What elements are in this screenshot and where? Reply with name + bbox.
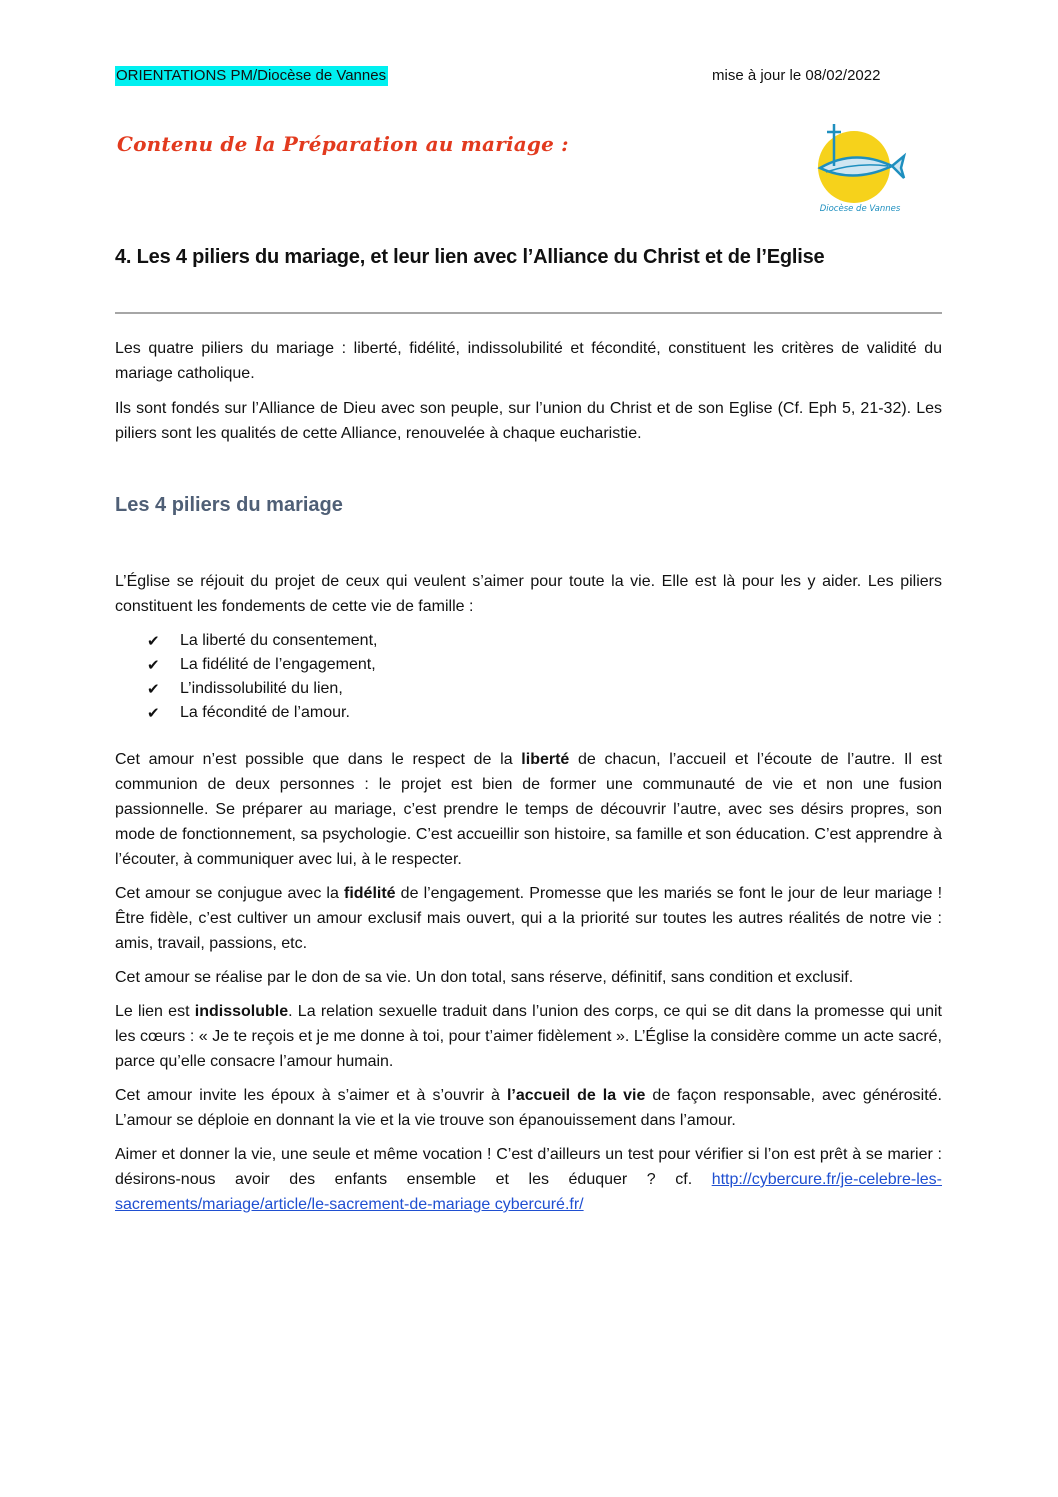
checkmark-icon: ✔ (147, 656, 160, 674)
text-run: de chacun, l’accueil et l’écoute de l’autre. Il est communion de deux personnes : le projet est bien de former une communauté de vie et non une fusion passionnelle. Se préparer au mariage, c’est prendre le temps de découvrir l’autre, avec ses désirs propres, son mode de fonctionnement, sa psychologie. C’est accueillir son histoire, sa famille et son éducation. C’est apprendre à l’écouter, à communiquer avec lui, à le respecter. (115, 751, 942, 868)
paragraph-accueil (115, 1083, 942, 1133)
intro-paragraph-2: Ils sont fondés sur l’Alliance de Dieu avec son peuple, sur l’union du Christ et de son Eglise (Cf. Eph 5, 21-32). Les piliers sont les qualités de cette Alliance, renouvelée à chaque eucharistie. (115, 400, 942, 442)
text-run: . La relation sexuelle traduit dans l’union des corps, ce qui se dit dans la promesse qui unit les cœurs : « Je te reçois et je me donne à toi, pour t’aimer fidèlement ». L’Église la considère comme un acte sacré, parce qu’elle consacre l’amour humain. (115, 1003, 943, 1070)
intro-paragraph-1: Les quatre piliers du mariage : liberté, fidélité, indissolubilité et fécondité, constituent les critères de validité du mariage catholique. (115, 340, 942, 382)
checkmark-icon: ✔ (147, 704, 160, 722)
emphasis-accueil: l’accueil de la vie (506, 1087, 646, 1104)
diocese-logo (808, 120, 912, 216)
text-run: Cet amour n’est possible que dans le respect de la (115, 751, 522, 768)
cybercure-link[interactable]: http://cybercure.fr/je-celebre-les-sacrements/mariage/article/le-sacrement-de-mariage cybercuré.fr/ (115, 1171, 942, 1213)
logo-caption: Diocèse de Vannes (819, 204, 901, 214)
checkmark-icon: ✔ (147, 632, 160, 650)
pillar-label: La fécondité de l’amour. (180, 704, 350, 721)
header-left-label: ORIENTATIONS PM/Diocèse de Vannes (116, 67, 387, 84)
lead-paragraph: L’Église se réjouit du projet de ceux qui veulent s’aimer pour toute la vie. Elle est là pour les y aider. Les piliers constituent les fondements de cette vie de famille : (115, 573, 942, 615)
paragraph-fidelite (115, 881, 942, 956)
header-update-date: mise à jour le 08/02/2022 (712, 67, 881, 84)
section-title: 4. Les 4 piliers du mariage, et leur lien avec l’Alliance du Christ et de l’Eglise (115, 246, 825, 268)
diocese-logo-icon (808, 120, 912, 216)
emphasis-fidelite: fidélité (344, 885, 396, 902)
document-body (115, 336, 942, 1226)
paragraph-liberte (115, 747, 942, 872)
checkmark-icon: ✔ (147, 680, 160, 698)
pillar-label: La liberté du consentement, (180, 632, 378, 649)
emphasis-indissoluble: indissoluble (194, 1003, 289, 1020)
list-item (147, 701, 942, 725)
text-run: de façon responsable, avec générosité. L’amour se déploie en donnant la vie et la vie trouve son épanouissement dans l’amour. (115, 1087, 942, 1129)
subheading-pillars: Les 4 piliers du mariage (115, 494, 343, 516)
text-run: Le lien est (115, 1003, 195, 1020)
paragraph-don: Cet amour se réalise par le don de sa vie. Un don total, sans réserve, définitif, sans condition et exclusif. (115, 969, 854, 986)
pillar-label: L’indissolubilité du lien, (180, 680, 343, 697)
paragraph-final (115, 1142, 942, 1217)
section-divider (115, 312, 942, 314)
pillars-list (115, 629, 942, 725)
document-title: Contenu de la Préparation au mariage : (117, 132, 569, 156)
text-run: de l’engagement. Promesse que les mariés se font le jour de leur mariage ! Être fidèle, c’est cultiver un amour exclusif mais ouvert, qui a la priorité sur toutes les autres réalités de notre vie : amis, travail, passions, etc. (115, 885, 943, 952)
emphasis-liberte: liberté (521, 751, 570, 768)
text-run: Aimer et donner la vie, une seule et même vocation ! C’est d’ailleurs un test pour vérifier si l’on est prêt à se marier : désirons-nous avoir des enfants ensemble et les éduquer ? cf. (115, 1146, 942, 1188)
list-item (147, 629, 942, 653)
list-item (147, 653, 942, 677)
text-run: Cet amour se conjugue avec la (115, 885, 344, 902)
paragraph-indissoluble (115, 999, 942, 1074)
pillar-label: La fidélité de l’engagement, (180, 656, 376, 673)
list-item (147, 677, 942, 701)
text-run: Cet amour invite les époux à s’aimer et à s’ouvrir à (115, 1087, 507, 1104)
